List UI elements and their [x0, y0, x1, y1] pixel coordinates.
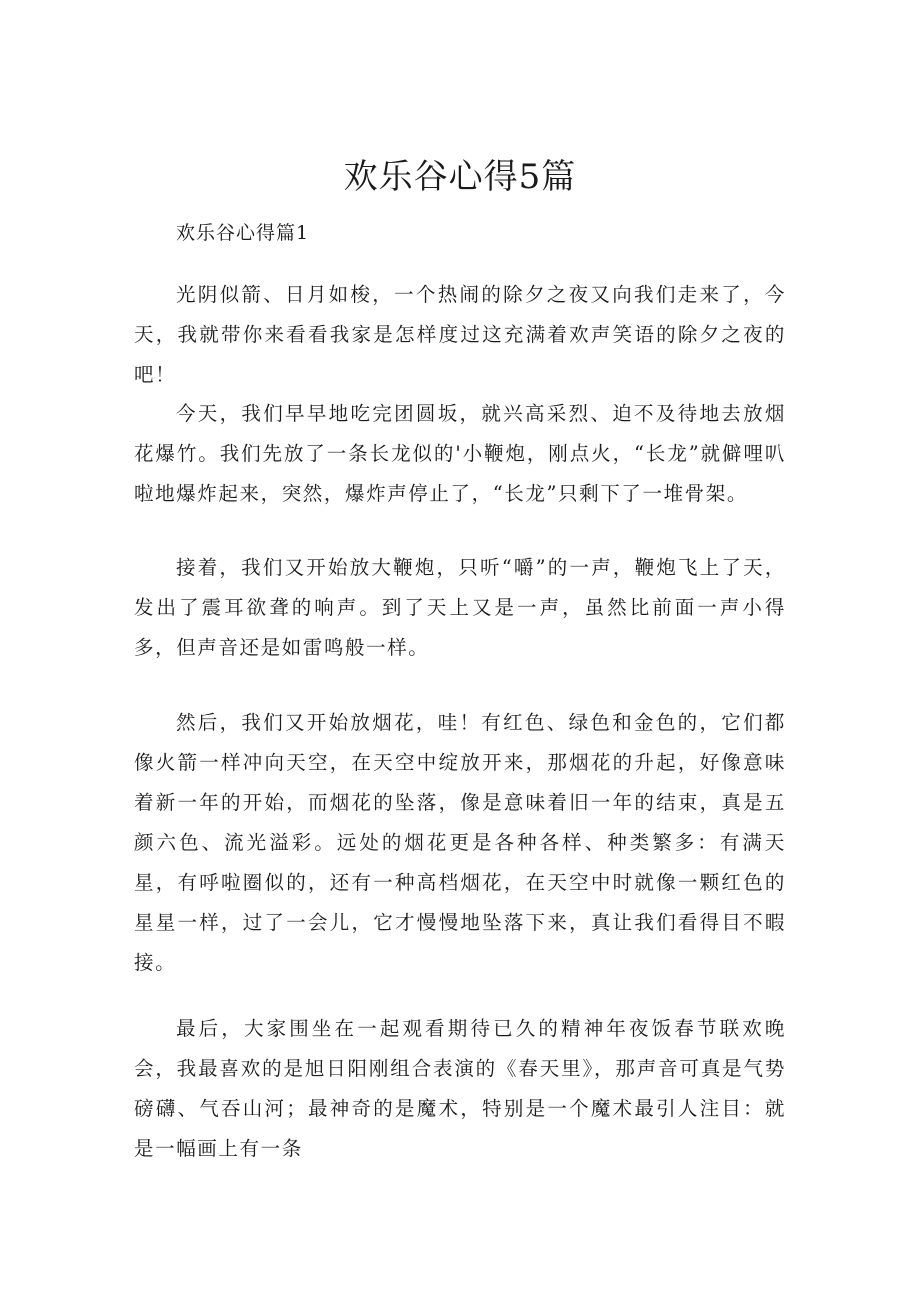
section-heading: 欢乐谷心得篇1 [176, 222, 310, 244]
paragraph-4: 然后，我们又开始放烟花，哇！有红色、绿色和金色的，它们都像火箭一样冲向天空，在天空中绽放开来，那烟花的升起，好像意味着新一年的开始，而烟花的坠落，像是意味着旧一年的结束，真是五颜六色、流光溢彩。远处的烟花更是各种各样、种类繁多：有满天星，有呼啦圈似的，还有一种高档烟花，在天空中时就像一颗红色的星星一样，过了一会儿，它才慢慢地坠落下来，真让我们看得目不暇接。 [134, 711, 786, 974]
document-title: 欢乐谷心得5篇 [343, 157, 577, 197]
paragraph-3: 接着，我们又开始放大鞭炮，只听“嚼”的一声，鞭炮飞上了天，发出了震耳欲聋的响声。到了天上又是一声，虽然比前面一声小得多，但声音还是如雷鸣般一样。 [134, 556, 786, 659]
paragraph-5: 最后，大家围坐在一起观看期待已久的精神年夜饭春节联欢晚会，我最喜欢的是旭日阳刚组合表演的《春天里》，那声音可真是气势磅礴、气吞山河；最神奇的是魔术，特别是一个魔术最引人注目：就是一幅画上有一条 [134, 1017, 786, 1160]
paragraph-2: 今天，我们早早地吃完团圆坂，就兴高采烈、迫不及待地去放烟花爆竹。我们先放了一条长龙似的'小鞭炮，刚点火，“长龙”就僻哩叭啦地爆炸起来，突然，爆炸声停止了，“长龙”只剩下了一堆骨架。 [134, 402, 786, 505]
paragraph-1: 光阴似箭、日月如梭，一个热闹的除夕之夜又向我们走来了，今天，我就带你来看看我家是怎样度过这充满着欢声笑语的除夕之夜的吧！ [134, 283, 786, 386]
